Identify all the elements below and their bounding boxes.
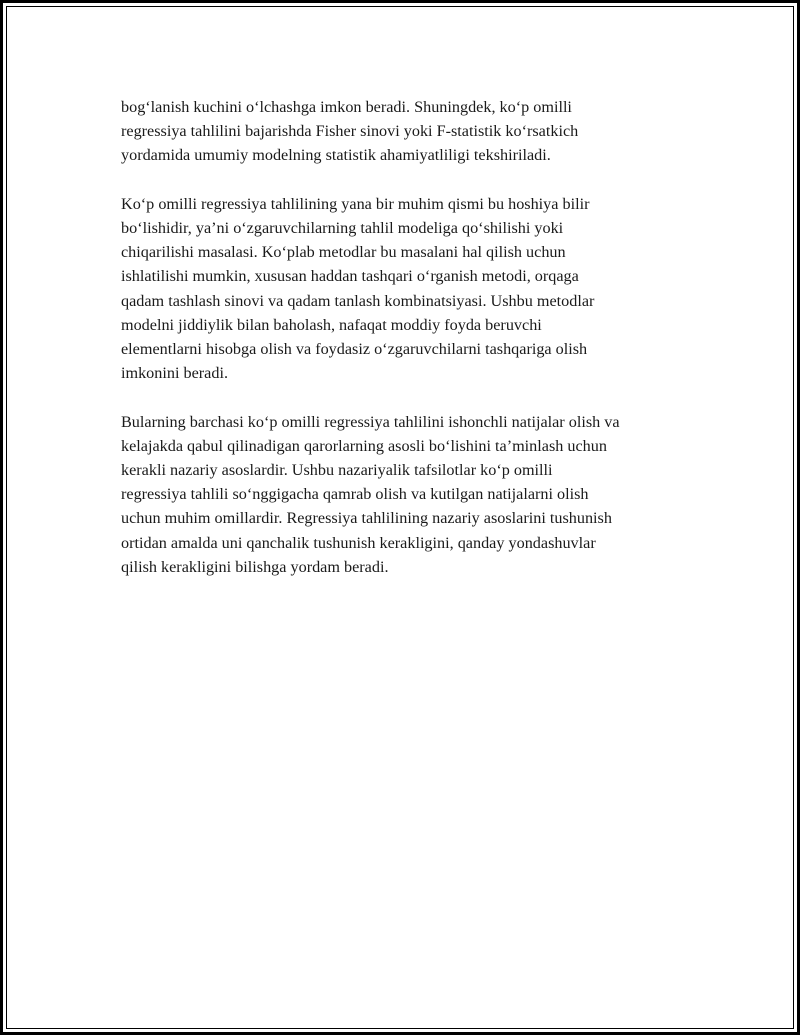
text-line: qilish kerakligini bilishga yordam beradi.	[121, 557, 389, 576]
paragraph-3	[121, 410, 696, 579]
text-line: regressiya tahlilini bajarishda Fisher sinovi yoki F-statistik ko‘rsatkich	[121, 122, 579, 141]
text-line: Bularning barchasi ko‘p omilli regressiya tahlilini ishonchli natijalar olish va	[121, 412, 620, 431]
text-line: modelni jiddiylik bilan baholash, nafaqat moddiy foyda beruvchi	[121, 315, 542, 334]
text-line: qadam tashlash sinovi va qadam tanlash kombinatsiyasi. Ushbu metodlar	[121, 291, 595, 310]
text-line: elementlarni hisobga olish va foydasiz o‘zgaruvchilarni tashqariga olish	[121, 340, 588, 359]
text-line: bo‘lishidir, ya’ni o‘zgaruvchilarning tahlil modeliga qo‘shilishi yoki	[121, 219, 564, 237]
document-body	[121, 95, 696, 603]
text-line: regressiya tahlili so‘nggigacha qamrab olish va kutilgan natijalarni olish	[121, 485, 589, 504]
text-line: imkonini beradi.	[121, 364, 228, 383]
text-line: uchun muhim omillardir. Regressiya tahlilining nazariy asoslarini tushunish	[121, 509, 612, 528]
paragraph-2	[121, 192, 696, 386]
text-line: ishlatilishi mumkin, xususan haddan tashqari o‘rganish metodi, orqaga	[121, 267, 579, 286]
paragraph-1	[121, 95, 696, 168]
text-line: bog‘lanish kuchini o‘lchashga imkon beradi. Shuningdek, ko‘p omilli	[121, 98, 572, 116]
text-line: kelajakda qabul qilinadigan qarorlarning asosli bo‘lishini ta’minlash uchun	[121, 436, 607, 455]
text-line: chiqarilishi masalasi. Ko‘plab metodlar bu masalani hal qilish uchun	[121, 243, 566, 262]
text-line: kerakli nazariy asoslardir. Ushbu nazariyalik tafsilotlar ko‘p omilli	[121, 461, 553, 480]
text-line: Ko‘p omilli regressiya tahlilining yana bir muhim qismi bu hoshiya bilir	[121, 194, 590, 213]
text-line: ortidan amalda uni qanchalik tushunish kerakligini, qanday yondashuvlar	[121, 533, 596, 552]
text-line: yordamida umumiy modelning statistik ahamiyatliligi tekshiriladi.	[121, 146, 551, 165]
